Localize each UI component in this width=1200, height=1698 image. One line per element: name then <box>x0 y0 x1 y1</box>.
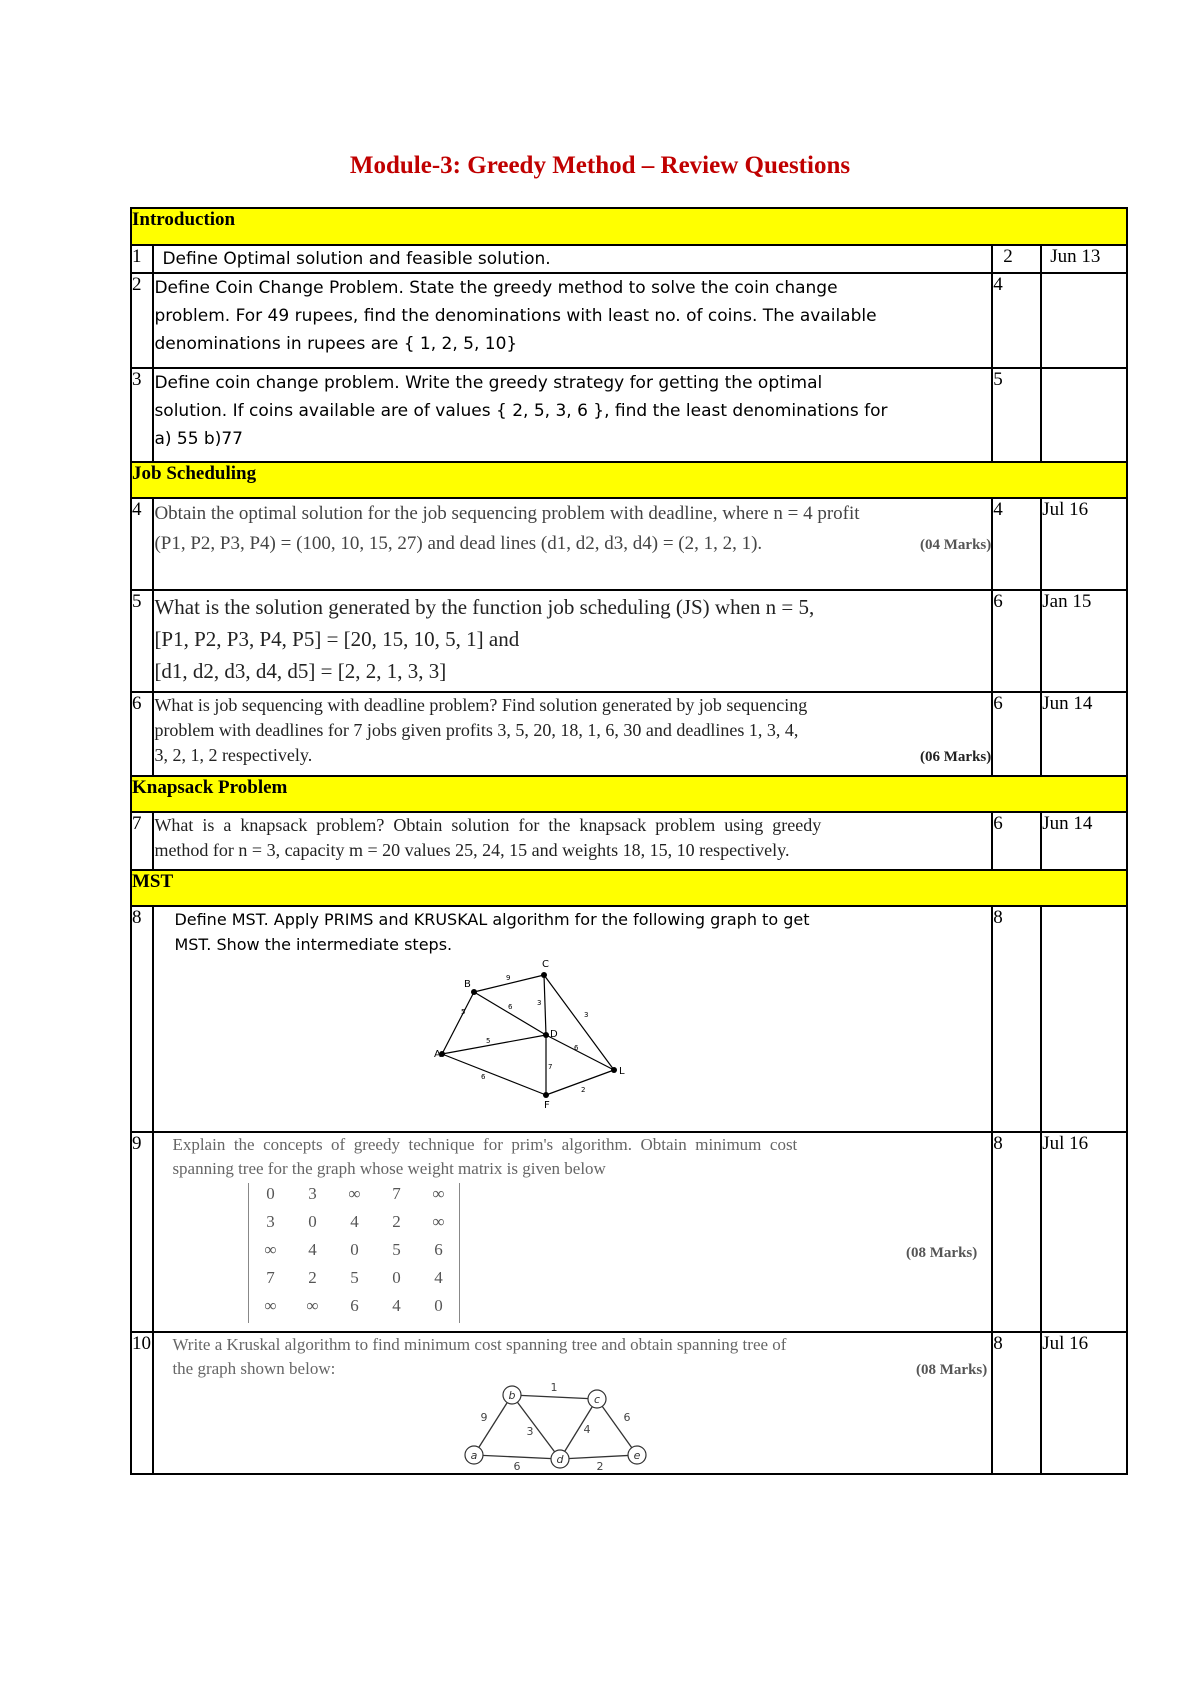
question-line: solution. If coins available are of values { 2, 5, 3, 6 }, find the least denominations for <box>154 401 888 421</box>
question-text <box>153 1332 992 1474</box>
graph-edge <box>512 1395 560 1459</box>
question-line: problem. For 49 rupees, find the denominations with least no. of coins. The available <box>154 306 877 326</box>
matrix-cell: 0 <box>350 1240 359 1259</box>
matrix-cell: ∞ <box>348 1184 361 1203</box>
question-number: 4 <box>131 498 153 590</box>
matrix-cell: 0 <box>392 1268 401 1287</box>
questions-table <box>130 207 1128 1475</box>
question-marks: 6 <box>992 692 1041 776</box>
question-date: Jul 16 <box>1041 498 1127 590</box>
question-marks: 2 <box>992 245 1041 273</box>
edge-label: 3 <box>526 1425 534 1438</box>
graph-edge <box>442 1035 546 1054</box>
question-text <box>153 692 992 776</box>
question-number: 1 <box>131 245 153 273</box>
section-row <box>131 208 1127 245</box>
graph-edge <box>442 992 474 1054</box>
matrix-row <box>249 1295 460 1323</box>
question-date <box>1041 273 1127 368</box>
node-label: F <box>544 1100 551 1111</box>
graph-edge <box>560 1399 597 1459</box>
marks-tag: (08 Marks) <box>906 1244 978 1261</box>
matrix-cell: 3 <box>308 1184 317 1203</box>
table-row <box>131 812 1127 870</box>
graph-node <box>543 1092 549 1098</box>
question-text <box>153 590 992 692</box>
graph-edge <box>544 975 614 1070</box>
graph-edge <box>474 1395 512 1455</box>
question-line: the graph shown below: <box>172 1359 336 1378</box>
question-marks: 6 <box>992 812 1041 870</box>
graph-node <box>611 1067 617 1073</box>
matrix-row <box>249 1239 460 1267</box>
edge-label: 9 <box>506 974 511 982</box>
edge-label: 1 <box>550 1381 558 1394</box>
section-row <box>131 462 1127 498</box>
edge-label: 7 <box>548 1063 553 1071</box>
question-marks: 8 <box>992 1132 1041 1332</box>
matrix-wrap <box>172 1183 979 1323</box>
matrix-cell: ∞ <box>432 1212 445 1231</box>
graph-node <box>543 1032 549 1038</box>
matrix-cell: ∞ <box>264 1240 277 1259</box>
node-label: L <box>619 1066 626 1077</box>
question-marks: 8 <box>992 906 1041 1132</box>
question-line: [d1, d2, d3, d4, d5] = [2, 2, 1, 3, 3] <box>154 659 447 683</box>
matrix-cell: ∞ <box>432 1184 445 1203</box>
node-label: B <box>464 979 472 990</box>
question-number: 10 <box>131 1332 153 1474</box>
page-title: Module-3: Greedy Method – Review Questions <box>349 152 851 179</box>
matrix-cell: 4 <box>434 1268 443 1287</box>
matrix-row <box>249 1267 460 1295</box>
node-label: C <box>542 959 550 970</box>
edge-label: 3 <box>537 999 542 1007</box>
question-date: Jul 16 <box>1041 1132 1127 1332</box>
question-marks: 8 <box>992 1332 1041 1474</box>
graph-node <box>541 972 547 978</box>
graph-edge <box>546 1070 614 1095</box>
question-date: Jun 14 <box>1041 812 1127 870</box>
question-line: 3, 2, 1, 2 respectively. <box>154 745 313 765</box>
question-number: 7 <box>131 812 153 870</box>
matrix-cell: 0 <box>434 1296 443 1315</box>
edge-label: 2 <box>596 1460 604 1471</box>
table-row <box>131 906 1127 1132</box>
question-line: Obtain the optimal solution for the job sequencing problem with deadline, where n = 4 profit <box>154 503 860 524</box>
question-text <box>153 812 992 870</box>
edge-label: 5 <box>486 1037 491 1045</box>
question-text <box>153 498 992 590</box>
marks-tag: (06 Marks) <box>920 749 992 765</box>
matrix-cell: 2 <box>308 1268 317 1287</box>
edge-label: 9 <box>480 1411 488 1424</box>
marks-tag: (04 Marks) <box>920 537 992 553</box>
matrix-cell: ∞ <box>264 1296 277 1315</box>
graph-edge <box>544 975 546 1035</box>
edge-label: 2 <box>581 1086 586 1094</box>
question-number: 9 <box>131 1132 153 1332</box>
question-text <box>153 906 992 1132</box>
section-row <box>131 870 1127 906</box>
question-line-wrap <box>154 743 991 768</box>
node-label: c <box>594 1393 601 1406</box>
matrix-row <box>249 1211 460 1239</box>
matrix-cell: 3 <box>266 1212 275 1231</box>
section-job-scheduling: Job Scheduling <box>131 462 1127 498</box>
question-line: What is the solution generated by the function job scheduling (JS) when n = 5, <box>154 595 815 619</box>
node-label: b <box>508 1389 516 1402</box>
question-text <box>153 273 992 368</box>
edge-label: 5 <box>461 1008 466 1016</box>
edge-label: 6 <box>513 1460 521 1471</box>
question-text <box>153 1132 992 1332</box>
question-marks: 4 <box>992 273 1041 368</box>
graph-edge <box>474 1455 560 1459</box>
question-date: Jun 14 <box>1041 692 1127 776</box>
matrix-cell: 4 <box>392 1296 401 1315</box>
question-line-wrap <box>154 529 991 559</box>
question-marks: 5 <box>992 368 1041 462</box>
question-line: Define Coin Change Problem. State the greedy method to solve the coin change <box>154 278 838 298</box>
question-line: Define Optimal solution and feasible solution. <box>162 249 551 269</box>
node-label: a <box>471 1449 478 1462</box>
matrix-row <box>249 1183 460 1211</box>
matrix-cell: ∞ <box>306 1296 319 1315</box>
mst-graph-figure <box>434 957 654 1112</box>
question-date <box>1041 906 1127 1132</box>
edge-label: 3 <box>584 1011 589 1019</box>
question-number: 6 <box>131 692 153 776</box>
question-number: 3 <box>131 368 153 462</box>
table-row <box>131 692 1127 776</box>
section-knapsack: Knapsack Problem <box>131 776 1127 812</box>
table-row <box>131 245 1127 273</box>
graph-edge <box>474 992 546 1035</box>
matrix-cell: 6 <box>350 1296 359 1315</box>
graph-edge <box>597 1399 637 1455</box>
edge-label: 6 <box>508 1003 513 1011</box>
question-line: What is a knapsack problem? Obtain solution for the knapsack problem using greedy <box>154 815 822 835</box>
table-row <box>131 1332 1127 1474</box>
question-line: (P1, P2, P3, P4) = (100, 10, 15, 27) and dead lines (d1, d2, d3, d4) = (2, 1, 2, 1). <box>154 533 763 554</box>
matrix-cell: 0 <box>266 1184 275 1203</box>
node-label: d <box>556 1453 564 1466</box>
question-line: Write a Kruskal algorithm to find minimum cost spanning tree and obtain spanning tree of <box>172 1335 787 1354</box>
table-row <box>131 368 1127 462</box>
question-line-wrap <box>172 1357 987 1381</box>
edge-label: 4 <box>583 1423 591 1436</box>
graph-edge <box>546 1035 614 1070</box>
graph-edge <box>560 1455 637 1459</box>
question-line: denominations in rupees are { 1, 2, 5, 10} <box>154 334 518 354</box>
matrix-cell: 0 <box>308 1212 317 1231</box>
edge-label: 6 <box>481 1073 486 1081</box>
table-row <box>131 273 1127 368</box>
question-number: 8 <box>131 906 153 1132</box>
node-label: A <box>434 1049 442 1060</box>
question-line: What is job sequencing with deadline problem? Find solution generated by job sequencing <box>154 695 808 715</box>
question-line: Define MST. Apply PRIMS and KRUSKAL algorithm for the following graph to get <box>174 910 810 929</box>
question-date: Jan 15 <box>1041 590 1127 692</box>
matrix-cell: 4 <box>350 1212 359 1231</box>
question-line: a) 55 b)77 <box>154 429 243 449</box>
question-line: Explain the concepts of greedy technique for prim's algorithm. Obtain minimum cost <box>172 1135 798 1154</box>
section-introduction: Introduction <box>131 208 1127 245</box>
question-line: [P1, P2, P3, P4, P5] = [20, 15, 10, 5, 1] and <box>154 627 520 651</box>
question-number: 5 <box>131 590 153 692</box>
graph-edge <box>442 1054 546 1095</box>
matrix-cell: 4 <box>308 1240 317 1259</box>
question-text <box>153 368 992 462</box>
question-line: problem with deadlines for 7 jobs given profits 3, 5, 20, 18, 1, 6, 30 and deadlines 1, 3, 4, <box>154 720 799 740</box>
table-row <box>131 498 1127 590</box>
marks-tag: (08 Marks) <box>916 1362 988 1378</box>
edge-label: 6 <box>623 1411 631 1424</box>
graph-edge <box>512 1395 597 1399</box>
node-label: e <box>634 1449 641 1462</box>
question-text <box>153 245 992 273</box>
edge-label: 6 <box>574 1044 579 1052</box>
question-line: Define coin change problem. Write the greedy strategy for getting the optimal <box>154 373 823 393</box>
question-line: method for n = 3, capacity m = 20 values 25, 24, 15 and weights 18, 15, 10 respectively. <box>154 840 790 860</box>
question-date <box>1041 368 1127 462</box>
kruskal-graph-figure <box>462 1381 672 1471</box>
question-line: MST. Show the intermediate steps. <box>174 935 453 954</box>
question-date: Jul 16 <box>1041 1332 1127 1474</box>
question-date: Jun 13 <box>1041 245 1127 273</box>
table-row <box>131 1132 1127 1332</box>
question-line: spanning tree for the graph whose weight matrix is given below <box>172 1159 606 1178</box>
matrix-cell: 2 <box>392 1212 401 1231</box>
table-row <box>131 590 1127 692</box>
question-marks: 4 <box>992 498 1041 590</box>
matrix-cell: 6 <box>434 1240 443 1259</box>
matrix-cell: 7 <box>392 1184 401 1203</box>
section-mst: MST <box>131 870 1127 906</box>
section-row <box>131 776 1127 812</box>
matrix-cell: 5 <box>350 1268 359 1287</box>
question-marks: 6 <box>992 590 1041 692</box>
matrix-cell: 7 <box>266 1268 275 1287</box>
weight-matrix <box>248 1183 460 1323</box>
graph-node <box>471 989 477 995</box>
matrix-cell: 5 <box>392 1240 401 1259</box>
node-label: D <box>550 1029 559 1040</box>
question-number: 2 <box>131 273 153 368</box>
